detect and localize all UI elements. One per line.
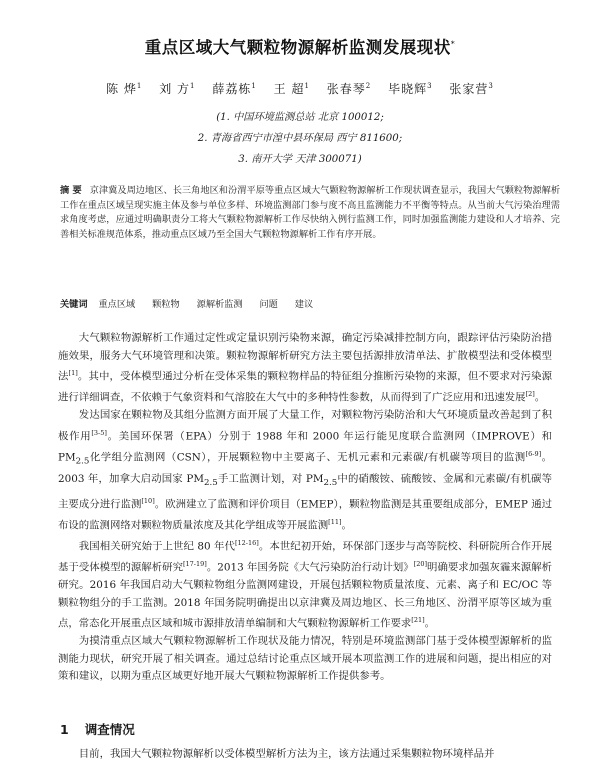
citation: [11] [328,517,342,526]
citation: [2] [525,390,535,399]
paragraph-5-start: 目前，我国大气颗粒物源解析以受体模型解析方法为主，该方法通过采集颗粒物环境样品并 [78,748,495,760]
abstract-label: 摘 要 [60,185,82,196]
keyword: 重点区域 [98,299,136,310]
abstract [60,184,560,242]
section-heading [60,720,135,738]
paper-title: 重点区域大气颗粒物源解析监测发展现状* [144,38,456,57]
section-title: 调查情况 [84,722,135,737]
author-list [0,80,600,97]
paragraph-2: 发达国家在颗粒物及其组分监测方面开展了大量工作，对颗粒物污染防治和大气环境质量改善起到了积极作用[3-5]。美国环保署（EPA）分别于 1988 年和 2000 年运行能见度联合监测网（IMPROVE）和 $PM_{2.5}$化学组分监测网（CSN），开展颗粒物中主要离子、无机元素和元素碳/有机碳等项目的监测[6-9]。2003 年，加拿大启动国家 $PM_{2.5}$手工监测计划，对 $PM_{2.5}$中的硝酸铵、硫酸铵、金属和元素碳/有机碳等主要成分进行监测[10]。欧洲建立了监测和评价项目（EMEP），颗粒物监测是其重要组成部分，EMEP 通过布设的监测网络对颗粒物质量浓度及其化学组成等开展监测[11]。 [58,409,553,532]
body-text [58,330,552,686]
citation: [21] [411,616,425,625]
section-number: 1 [60,722,69,737]
citation: [10] [141,496,155,505]
keyword: 颗粒物 [152,299,180,310]
abstract-text: 京津冀及周边地区、长三角地区和汾渭平原等重点区域大气颗粒物源解析工作现状调查显示，我国大气颗粒物源解析工作在重点区域呈现实施主体及参与单位多样、环境监测部门参与度不高且监测能力不平衡等特点。从当前大气污染治理需求角度考虑，应通过明确职责分工将大气颗粒物源解析工作尽快纳入例行监测工作，同时加强监测能力建设和人才培养、完善相关标准规范体系，推动重点区域乃至全国大气颗粒物源解析工作有序开展。 [60,185,561,240]
author: 刘 方$^1$ [159,82,196,96]
paragraph-4: 为摸清重点区域大气颗粒物源解析工作现状及能力情况，特别是环境监测部门基于受体模型源解析的监测能力现状，研究开展了相关调查。通过总结讨论重点区域开展本项监测工作的进展和问题，提出相应的对策和建议，以期为重点区域更好地开展大气颗粒物源解析工作提供参考。 [58,635,552,683]
affiliation-2: 2. 青海省西宁市湟中县环保局 西宁 811600; [197,133,403,144]
citation: [3-5] [91,428,107,437]
keywords [60,296,560,310]
affiliation-1: (1. 中国环境监测总站 北京 100012; [216,112,384,123]
title-footnote-mark: * [450,39,456,49]
author: 王 超$^1$ [273,82,310,96]
citation: [20] [413,559,428,568]
keywords-label: 关键词 [60,299,88,310]
citation: [12-16] [234,538,259,547]
citation: [17-19] [183,559,207,568]
keyword: 源解析监测 [196,299,243,310]
paragraph-3: 我国相关研究始于上世纪 80 年代[12-16]。本世纪初开始，环保部门逐步与高等院校、科研院所合作开展基于受体模型的源解析研究[17-19]。2013 年国务院《大气污染防治行动计划》[20]明确要求加强灰霾来源解析研究。2016 年我国启动大气颗粒物组分监测网建设，开展包括颗粒物质量浓度、元素、离子和 EC/OC 等颗粒物组分的手工监测。2018 年国务院明确提出以京津冀及周边地区、长三角地区、汾渭平原等区域为重点，常态化开展重点区域和城市源排放清单编制和大气颗粒物源解析工作要求[21]。 [58,538,553,630]
affiliation-3: 3. 南开大学 天津 300071) [238,154,362,165]
author: 薛荔栋$^1$ [212,82,257,96]
author: 张春琴$^2$ [326,82,372,96]
paragraph-1: 大气颗粒物源解析工作通过定性或定量识别污染物来源，确定污染减排控制方向，跟踪评估污染防治措施效果，服务大气环境管理和决策。颗粒物源解析研究方法主要包括源排放清单法、扩散模型法和受体模型法[1]。其中，受体模型通过分析在受体采集的颗粒物样品的特征组分推断污染物的来源，但不要求对污染源进行详细调查，不依赖于气象资料和气溶胶在大气中的多种特性参数，从而得到了广泛应用和迅速发展[2]。 [58,332,553,404]
keyword: 问题 [259,299,278,310]
affiliations [0,107,600,170]
citation: [1] [68,369,78,378]
citation: [6-9] [525,449,542,458]
keyword: 建议 [294,299,314,310]
author: 毕晓辉$^3$ [388,82,433,96]
author: 张家营$^3$ [449,82,494,96]
author: 陈 烨$^1$ [106,82,143,96]
